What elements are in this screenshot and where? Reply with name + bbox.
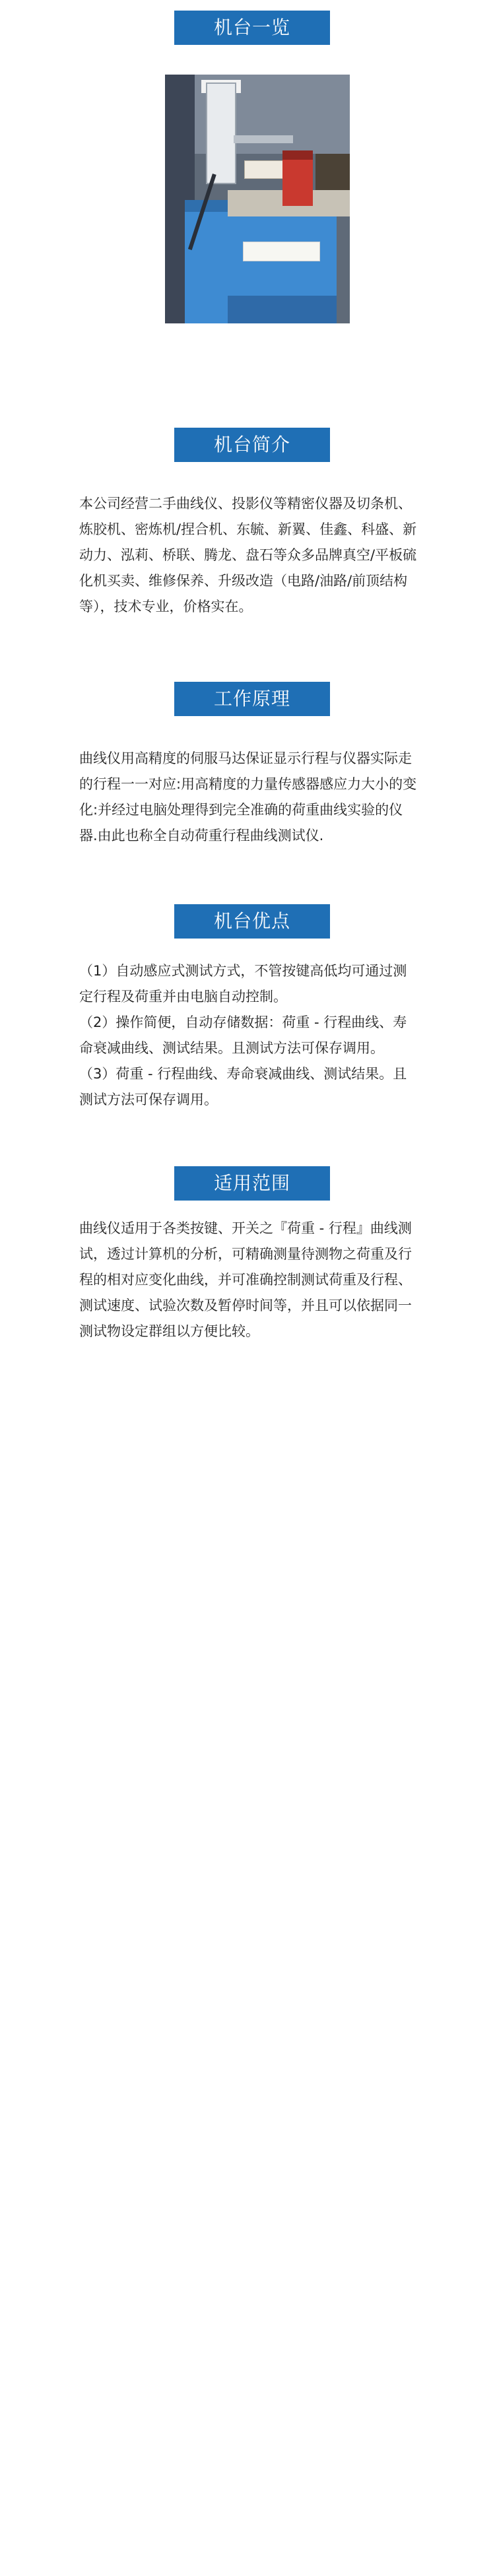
- principle-paragraph: 曲线仪用高精度的伺服马达保证显示行程与仪器实际走的行程一一对应:用高精度的力量传感器感应力大小的变化:并经过电脑处理得到完全准确的荷重曲线实验的仪器.由此也称全自动荷重行程曲线测试仪.: [79, 750, 417, 843]
- section-title-principle: 工作原理: [174, 682, 330, 716]
- machine-stand: [228, 296, 337, 323]
- section-title-overview: 机台一览: [174, 11, 330, 45]
- machine-red-unit-top: [282, 150, 313, 160]
- advantages-paragraph: （1）自动感应式测试方式，不管按键高低均可通过测定行程及荷重并由电脑自动控制。 （2）操作简便，自动存储数据：荷重 - 行程曲线、寿命衰减曲线、测试结果。且测试方法可保存调用。 （3）荷重 - 行程曲线、寿命衰减曲线、测试结果。且测试方法可保存调用。: [79, 963, 407, 1107]
- section-title-advantages: 机台优点: [174, 904, 330, 939]
- section-title-intro: 机台简介: [174, 428, 330, 462]
- machine-arm: [234, 135, 293, 143]
- machine-photo: [165, 75, 350, 323]
- machine-column: [206, 83, 236, 184]
- section-title-scope: 适用范围: [174, 1166, 330, 1201]
- machine-label: [243, 242, 320, 261]
- intro-paragraph: 本公司经营二手曲线仪、投影仪等精密仪器及切条机、炼胶机、密炼机/捏合机、东毓、新翼、佳鑫、科盛、新动力、泓莉、桥联、腾龙、盘石等众多品牌真空/平板硫化机买卖、维修保养、升级改造（电路/油路/前顶结构等），技术专业，价格实在。: [79, 496, 417, 614]
- scope-paragraph: 曲线仪适用于各类按键、开关之『荷重 - 行程』曲线测试，透过计算机的分析，可精确测量待测物之荷重及行程的相对应变化曲线，并可准确控制测试荷重及行程、测试速度、试验次数及暂停时间等，并且可以依据同一测试物设定群组以方便比较。: [79, 1220, 412, 1339]
